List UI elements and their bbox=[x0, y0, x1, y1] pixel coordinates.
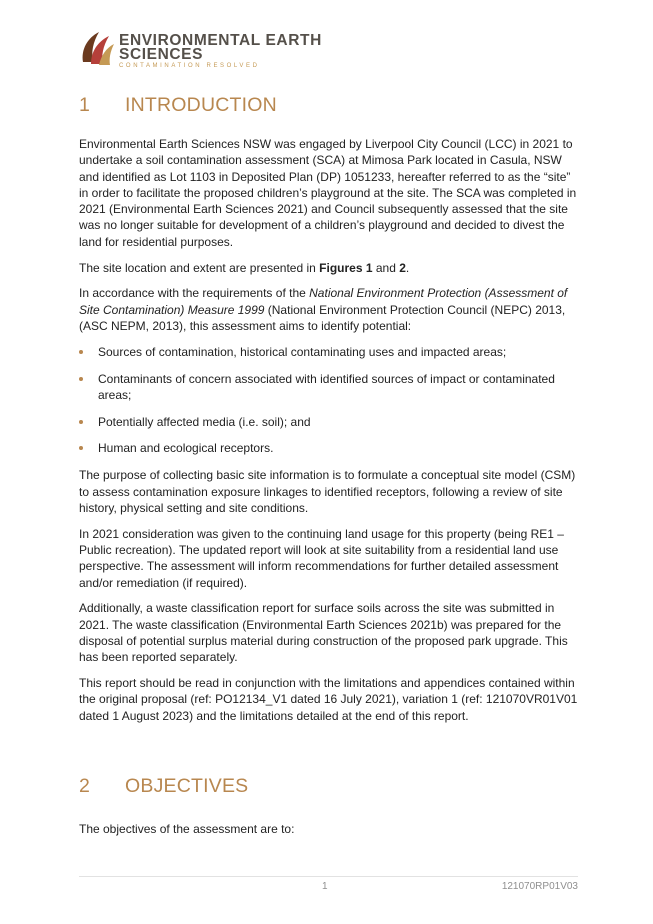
list-item-text: Sources of contamination, historical contaminating uses and impacted areas; bbox=[98, 344, 507, 359]
page-number: 1 bbox=[322, 881, 328, 892]
bullet-icon bbox=[79, 350, 83, 354]
logo-text-line2: SCIENCES bbox=[119, 46, 204, 63]
section-heading-introduction bbox=[79, 94, 277, 117]
text-run: (National Environment Protection Council (NEPC) 2013, (ASC NEPM, 2013), this assessment aims to identify potential: bbox=[79, 302, 566, 333]
list-item-text: Human and ecological receptors. bbox=[98, 441, 274, 456]
text-run: In accordance with the requirements of the bbox=[79, 286, 310, 301]
leaf-logo-icon bbox=[79, 28, 115, 68]
paragraph: In 2021 consideration was given to the continuing land usage for this property (being RE1 – Public recreation). The updated report will look at site suitability from a residential land use perspective. The assessment will inform recommendations for further detailed assessment and/or remediation (if required). bbox=[79, 526, 564, 590]
introduction-body bbox=[79, 136, 579, 733]
list-item bbox=[79, 414, 579, 430]
paragraph: Additionally, a waste classification report for surface soils across the site was submitted in 2021. The waste classification (Environmental Earth Sciences 2021b) was prepared for the disposal of potential surplus material during construction of the proposed park upgrade. This has been reported separately. bbox=[79, 601, 568, 665]
company-logo bbox=[79, 28, 329, 72]
figure-reference: Figures 1 bbox=[319, 260, 373, 275]
figure-reference: 2 bbox=[399, 260, 406, 275]
bullet-list bbox=[79, 344, 579, 457]
paragraph: Environmental Earth Sciences NSW was engaged by Liverpool City Council (LCC) in 2021 to undertake a soil contamination assessment (SCA) at Mimosa Park located in Casula, NSW and identified as Lot 1103 in Deposited Plan (DP) 1051233, hereafter referred to as the “site” in order to facilitate the proposed children’s playground at the site. The SCA was completed in 2021 (Environmental Earth Sciences 2021) and Council subsequently assessed that the site was no longer suitable for development of a children’s playground and decided to divest the land for residential purposes. bbox=[79, 137, 577, 249]
section-number: 2 bbox=[79, 775, 91, 797]
section-number: 1 bbox=[79, 94, 91, 116]
footer-divider bbox=[79, 876, 578, 877]
logo-text-line1: ENVIRONMENTAL EARTH bbox=[119, 32, 322, 49]
text-run: and bbox=[372, 260, 400, 275]
document-reference: 121070RP01V03 bbox=[501, 881, 578, 892]
section-heading-objectives bbox=[79, 775, 248, 798]
text-run: The site location and extent are presented in bbox=[79, 260, 320, 275]
list-item bbox=[79, 371, 579, 404]
legislation-title: National Environment Protection (Assessment of Site Contamination) Measure 1999 bbox=[79, 286, 568, 317]
bullet-icon bbox=[79, 446, 83, 450]
logo-tagline: CONTAMINATION RESOLVED bbox=[119, 63, 260, 69]
list-item bbox=[79, 344, 579, 360]
section-title: OBJECTIVES bbox=[125, 775, 249, 797]
bullet-icon bbox=[79, 377, 83, 381]
section-title: INTRODUCTION bbox=[125, 94, 277, 116]
paragraph: The purpose of collecting basic site information is to formulate a conceptual site model (CSM) to assess contamination exposure linkages to identified receptors, following a review of site history, physical setting and site conditions. bbox=[79, 468, 576, 515]
list-item-text: Potentially affected media (i.e. soil); and bbox=[98, 414, 311, 429]
paragraph: This report should be read in conjunction with the limitations and appendices contained within the original proposal (ref: PO12134_V1 dated 16 July 2021), variation 1 (ref: 121070VR01V01 dated 1 August 2023) and the limitations detailed at the end of this report. bbox=[79, 676, 578, 723]
paragraph bbox=[79, 260, 579, 276]
list-item bbox=[79, 440, 579, 456]
paragraph: The objectives of the assessment are to: bbox=[79, 822, 295, 836]
paragraph bbox=[79, 285, 579, 334]
list-item-text: Contaminants of concern associated with identified sources of impact or contaminated areas; bbox=[98, 371, 555, 402]
bullet-icon bbox=[79, 420, 83, 424]
text-run: . bbox=[405, 260, 410, 275]
